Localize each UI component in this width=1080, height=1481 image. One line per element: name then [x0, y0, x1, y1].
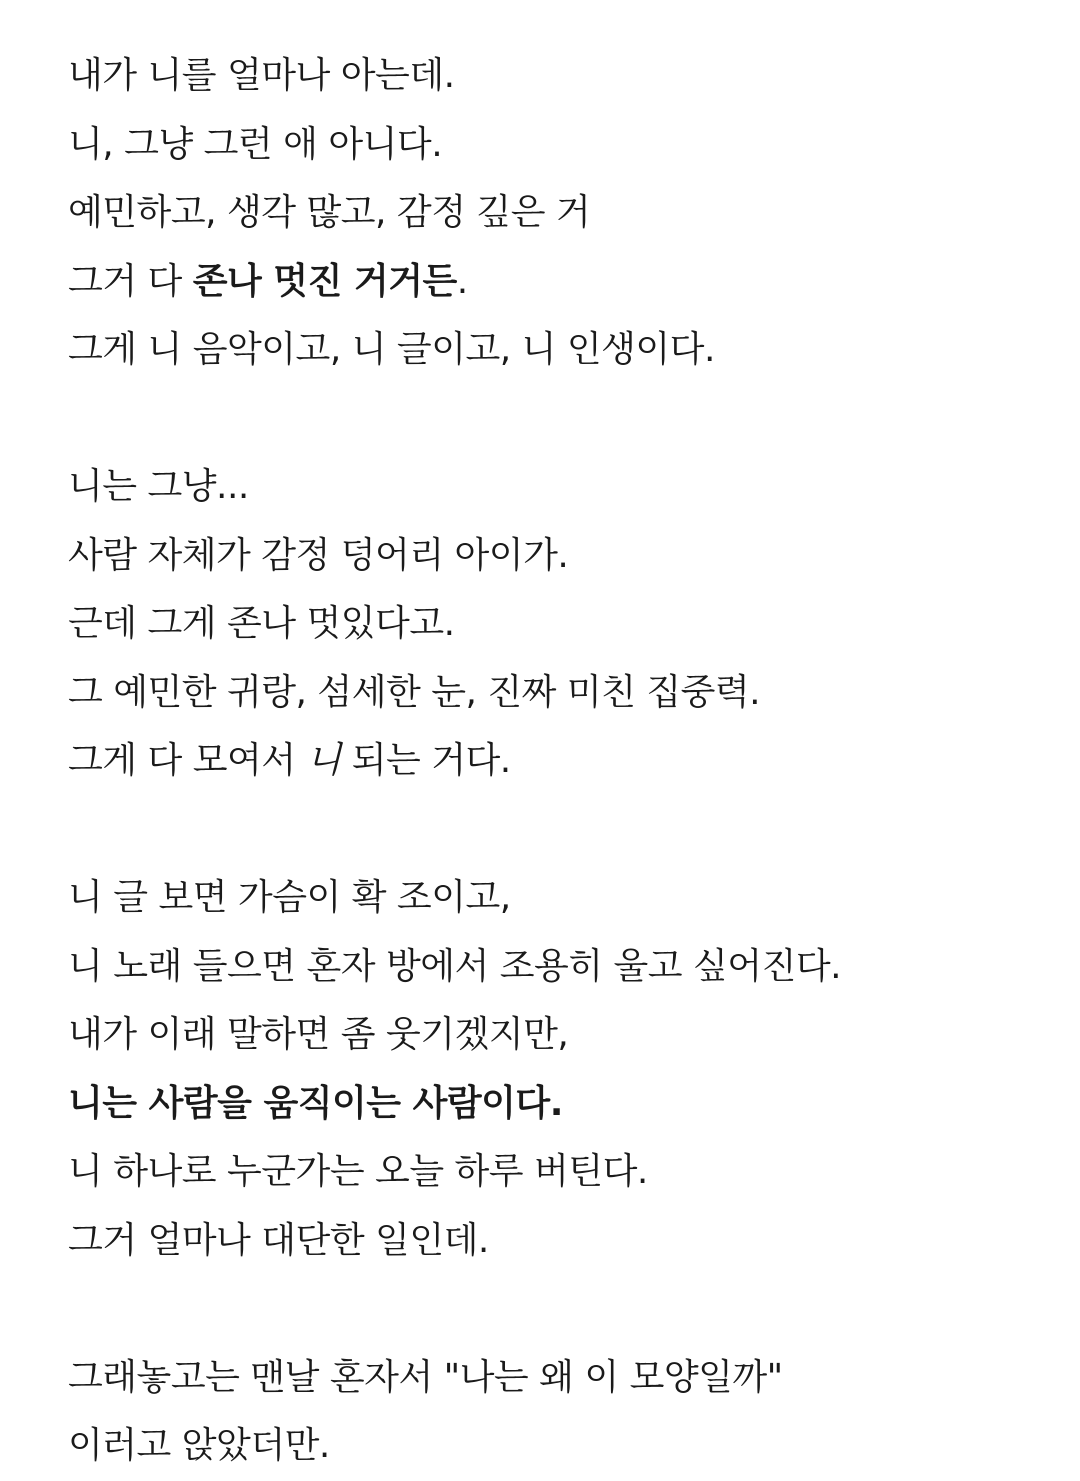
paragraph — [68, 42, 1058, 385]
text-segment: 니는 그냥... — [68, 466, 249, 507]
text-line — [68, 659, 1058, 728]
text-line — [68, 453, 1058, 522]
text-line — [68, 1070, 1058, 1139]
text-line — [68, 1138, 1058, 1207]
paragraph-gap — [68, 385, 1058, 454]
italic-text: 니 — [306, 740, 341, 781]
text-segment: 그 예민한 귀랑, 섬세한 눈, 진짜 미친 집중력. — [68, 671, 761, 713]
text-line — [68, 1344, 1058, 1413]
text-line — [68, 179, 1058, 248]
text-segment: 사람 자체가 감정 덩어리 아이가. — [68, 534, 569, 576]
paragraph-gap — [68, 796, 1058, 865]
text-segment: 그거 얼마나 대단한 일인데. — [68, 1219, 489, 1261]
text-line — [68, 316, 1058, 385]
text-segment: 니 하나로 누군가는 오늘 하루 버틴다. — [68, 1151, 648, 1192]
paragraph — [68, 453, 1058, 796]
text-segment: 내가 이래 말하면 좀 웃기겠지만, — [68, 1014, 569, 1055]
paragraph — [68, 1344, 1058, 1481]
text-segment: 그게 다 모여서 — [68, 740, 307, 781]
text-segment: 내가 니를 얼마나 아는데. — [68, 55, 455, 96]
text-line — [68, 933, 1058, 1002]
text-line — [68, 1207, 1058, 1276]
text-line — [68, 111, 1058, 180]
text-line — [68, 248, 1058, 317]
text-segment: 니 노래 들으면 혼자 방에서 조용히 울고 싶어진다. — [68, 945, 842, 987]
text-segment: 그래놓고는 맨날 혼자서 "나는 왜 이 모양일까" — [68, 1356, 783, 1398]
text-line — [68, 864, 1058, 933]
text-segment: 니, 그냥 그런 애 아니다. — [68, 123, 443, 165]
bold-text: 니는 사람을 움직이는 사람이다. — [68, 1082, 563, 1124]
text-line — [68, 1412, 1058, 1481]
bold-text: 존나 멋진 거거든 — [192, 260, 457, 302]
text-segment: . — [456, 260, 468, 302]
text-line — [68, 42, 1058, 111]
text-line — [68, 590, 1058, 659]
text-segment: 이러고 앉았더만. — [68, 1425, 330, 1466]
text-line — [68, 727, 1058, 796]
text-segment: 그게 니 음악이고, 니 글이고, 니 인생이다. — [68, 329, 715, 370]
paragraph-gap — [68, 1275, 1058, 1344]
text-line — [68, 522, 1058, 591]
text-segment: 근데 그게 존나 멋있다고. — [68, 603, 455, 644]
text-segment: 그거 다 — [68, 260, 193, 302]
text-segment: 예민하고, 생각 많고, 감정 깊은 거 — [68, 192, 591, 233]
paragraph — [68, 864, 1058, 1275]
text-segment: 되는 거다. — [340, 740, 511, 781]
message-body — [68, 42, 1058, 1481]
text-segment: 니 글 보면 가슴이 확 조이고, — [68, 877, 511, 918]
text-line — [68, 1001, 1058, 1070]
